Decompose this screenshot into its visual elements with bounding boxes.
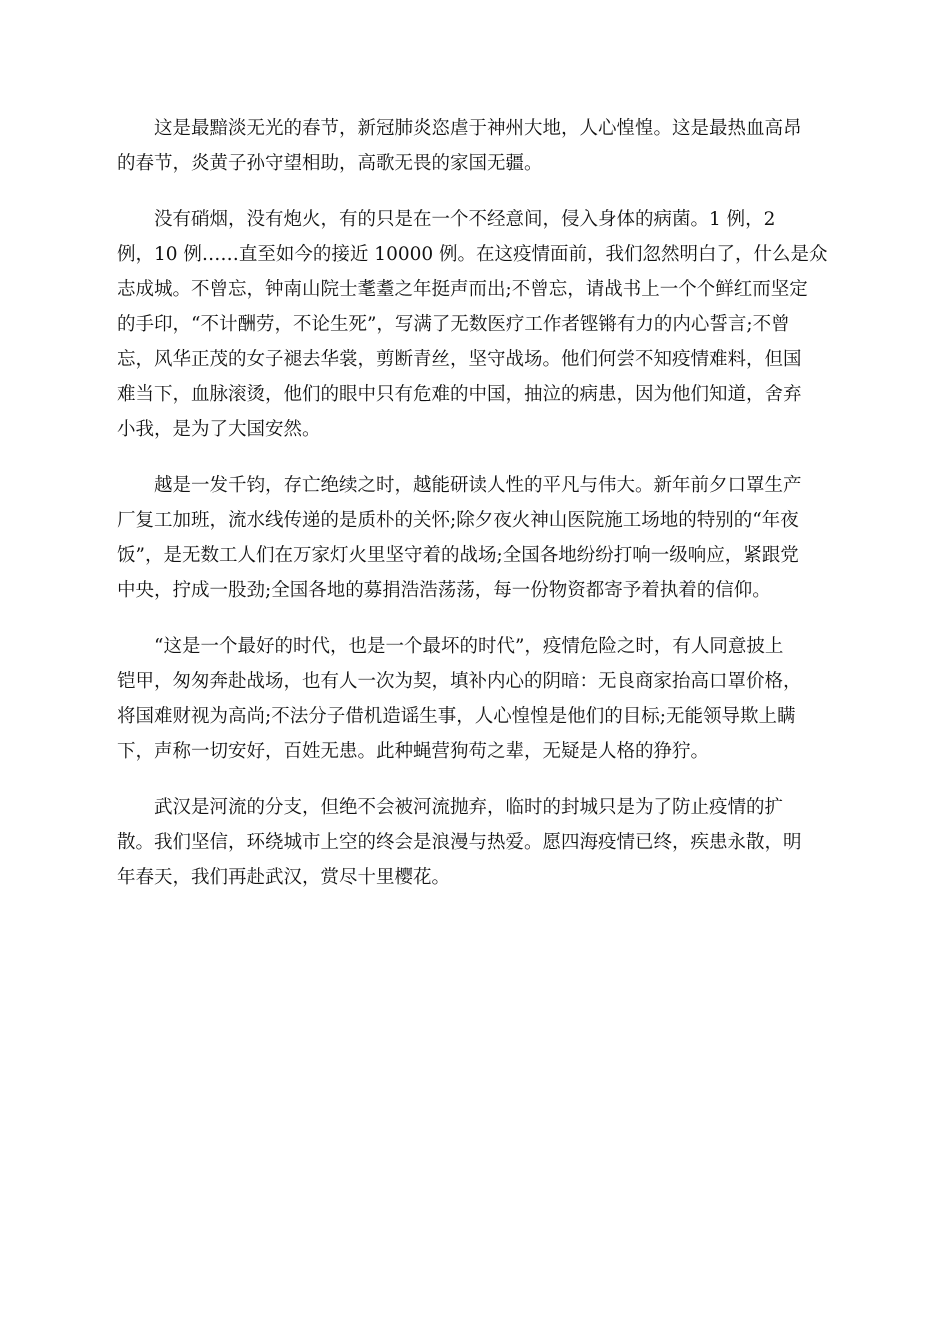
paragraph-3: [117, 468, 833, 608]
paragraph-2: [117, 202, 833, 447]
text-line: 铠甲，匆匆奔赴战场，也有人一次为契，填补内心的阴暗：无良商家抬高口罩价格，: [117, 671, 802, 692]
text-line: “这是一个最好的时代，也是一个最坏的时代”，疫情危险之时，有人同意披上: [117, 636, 784, 657]
text-line: 难当下，血脉滚烫，他们的眼中只有危难的中国，抽泣的病患，因为他们知道，舍弃: [117, 384, 802, 405]
text-line: 忘，风华正茂的女子褪去华裳，剪断青丝，坚守战场。他们何尝不知疫情难料，但国: [117, 349, 802, 370]
document-body: [117, 111, 833, 916]
text-line: 小我，是为了大国安然。: [117, 419, 321, 440]
text-line: 志成城。不曾忘，钟南山院士耄耋之年挺声而出;不曾忘，请战书上一个个鲜红而坚定: [117, 279, 808, 300]
text-line: 的春节，炎黄子孙守望相助，高歌无畏的家国无疆。: [117, 153, 543, 174]
text-line: 武汉是河流的分支，但绝不会被河流抛弃，临时的封城只是为了防止疫情的扩: [117, 797, 784, 818]
text-line: 这是最黯淡无光的春节，新冠肺炎恣虐于神州大地，人心惶惶。这是最热血高昂: [117, 118, 802, 139]
text-line: 越是一发千钧，存亡绝续之时，越能研读人性的平凡与伟大。新年前夕口罩生产: [117, 475, 802, 496]
text-line: 饭”，是无数工人们在万家灯火里坚守着的战场;全国各地纷纷打响一级响应，紧跟党: [117, 545, 799, 566]
text-line: 例，10 例……直至如今的接近 10000 例。在这疫情面前，我们忽然明白了，什么是众: [117, 244, 828, 265]
text-line: 下，声称一切安好，百姓无患。此种蝇营狗苟之辈，无疑是人格的狰狞。: [117, 741, 710, 762]
text-line: 没有硝烟，没有炮火，有的只是在一个不经意间，侵入身体的病菌。1 例，2: [117, 209, 776, 230]
text-line: 的手印，“不计酬劳，不论生死”，写满了无数医疗工作者铿锵有力的内心誓言;不曾: [117, 314, 790, 335]
paragraph-1: [117, 111, 833, 181]
text-line: 厂复工加班，流水线传递的是质朴的关怀;除夕夜火神山医院施工场地的特别的“年夜: [117, 510, 799, 531]
paragraph-4: [117, 629, 833, 769]
text-line: 中央，拧成一股劲;全国各地的募捐浩浩荡荡，每一份物资都寄予着执着的信仰。: [117, 580, 771, 601]
text-line: 散。我们坚信，环绕城市上空的终会是浪漫与热爱。愿四海疫情已终，疾患永散，明: [117, 832, 802, 853]
text-line: 年春天，我们再赴武汉，赏尽十里樱花。: [117, 867, 451, 888]
paragraph-5: [117, 790, 833, 895]
text-line: 将国难财视为高尚;不法分子借机造谣生事，人心惶惶是他们的目标;无能领导欺上瞒: [117, 706, 796, 727]
